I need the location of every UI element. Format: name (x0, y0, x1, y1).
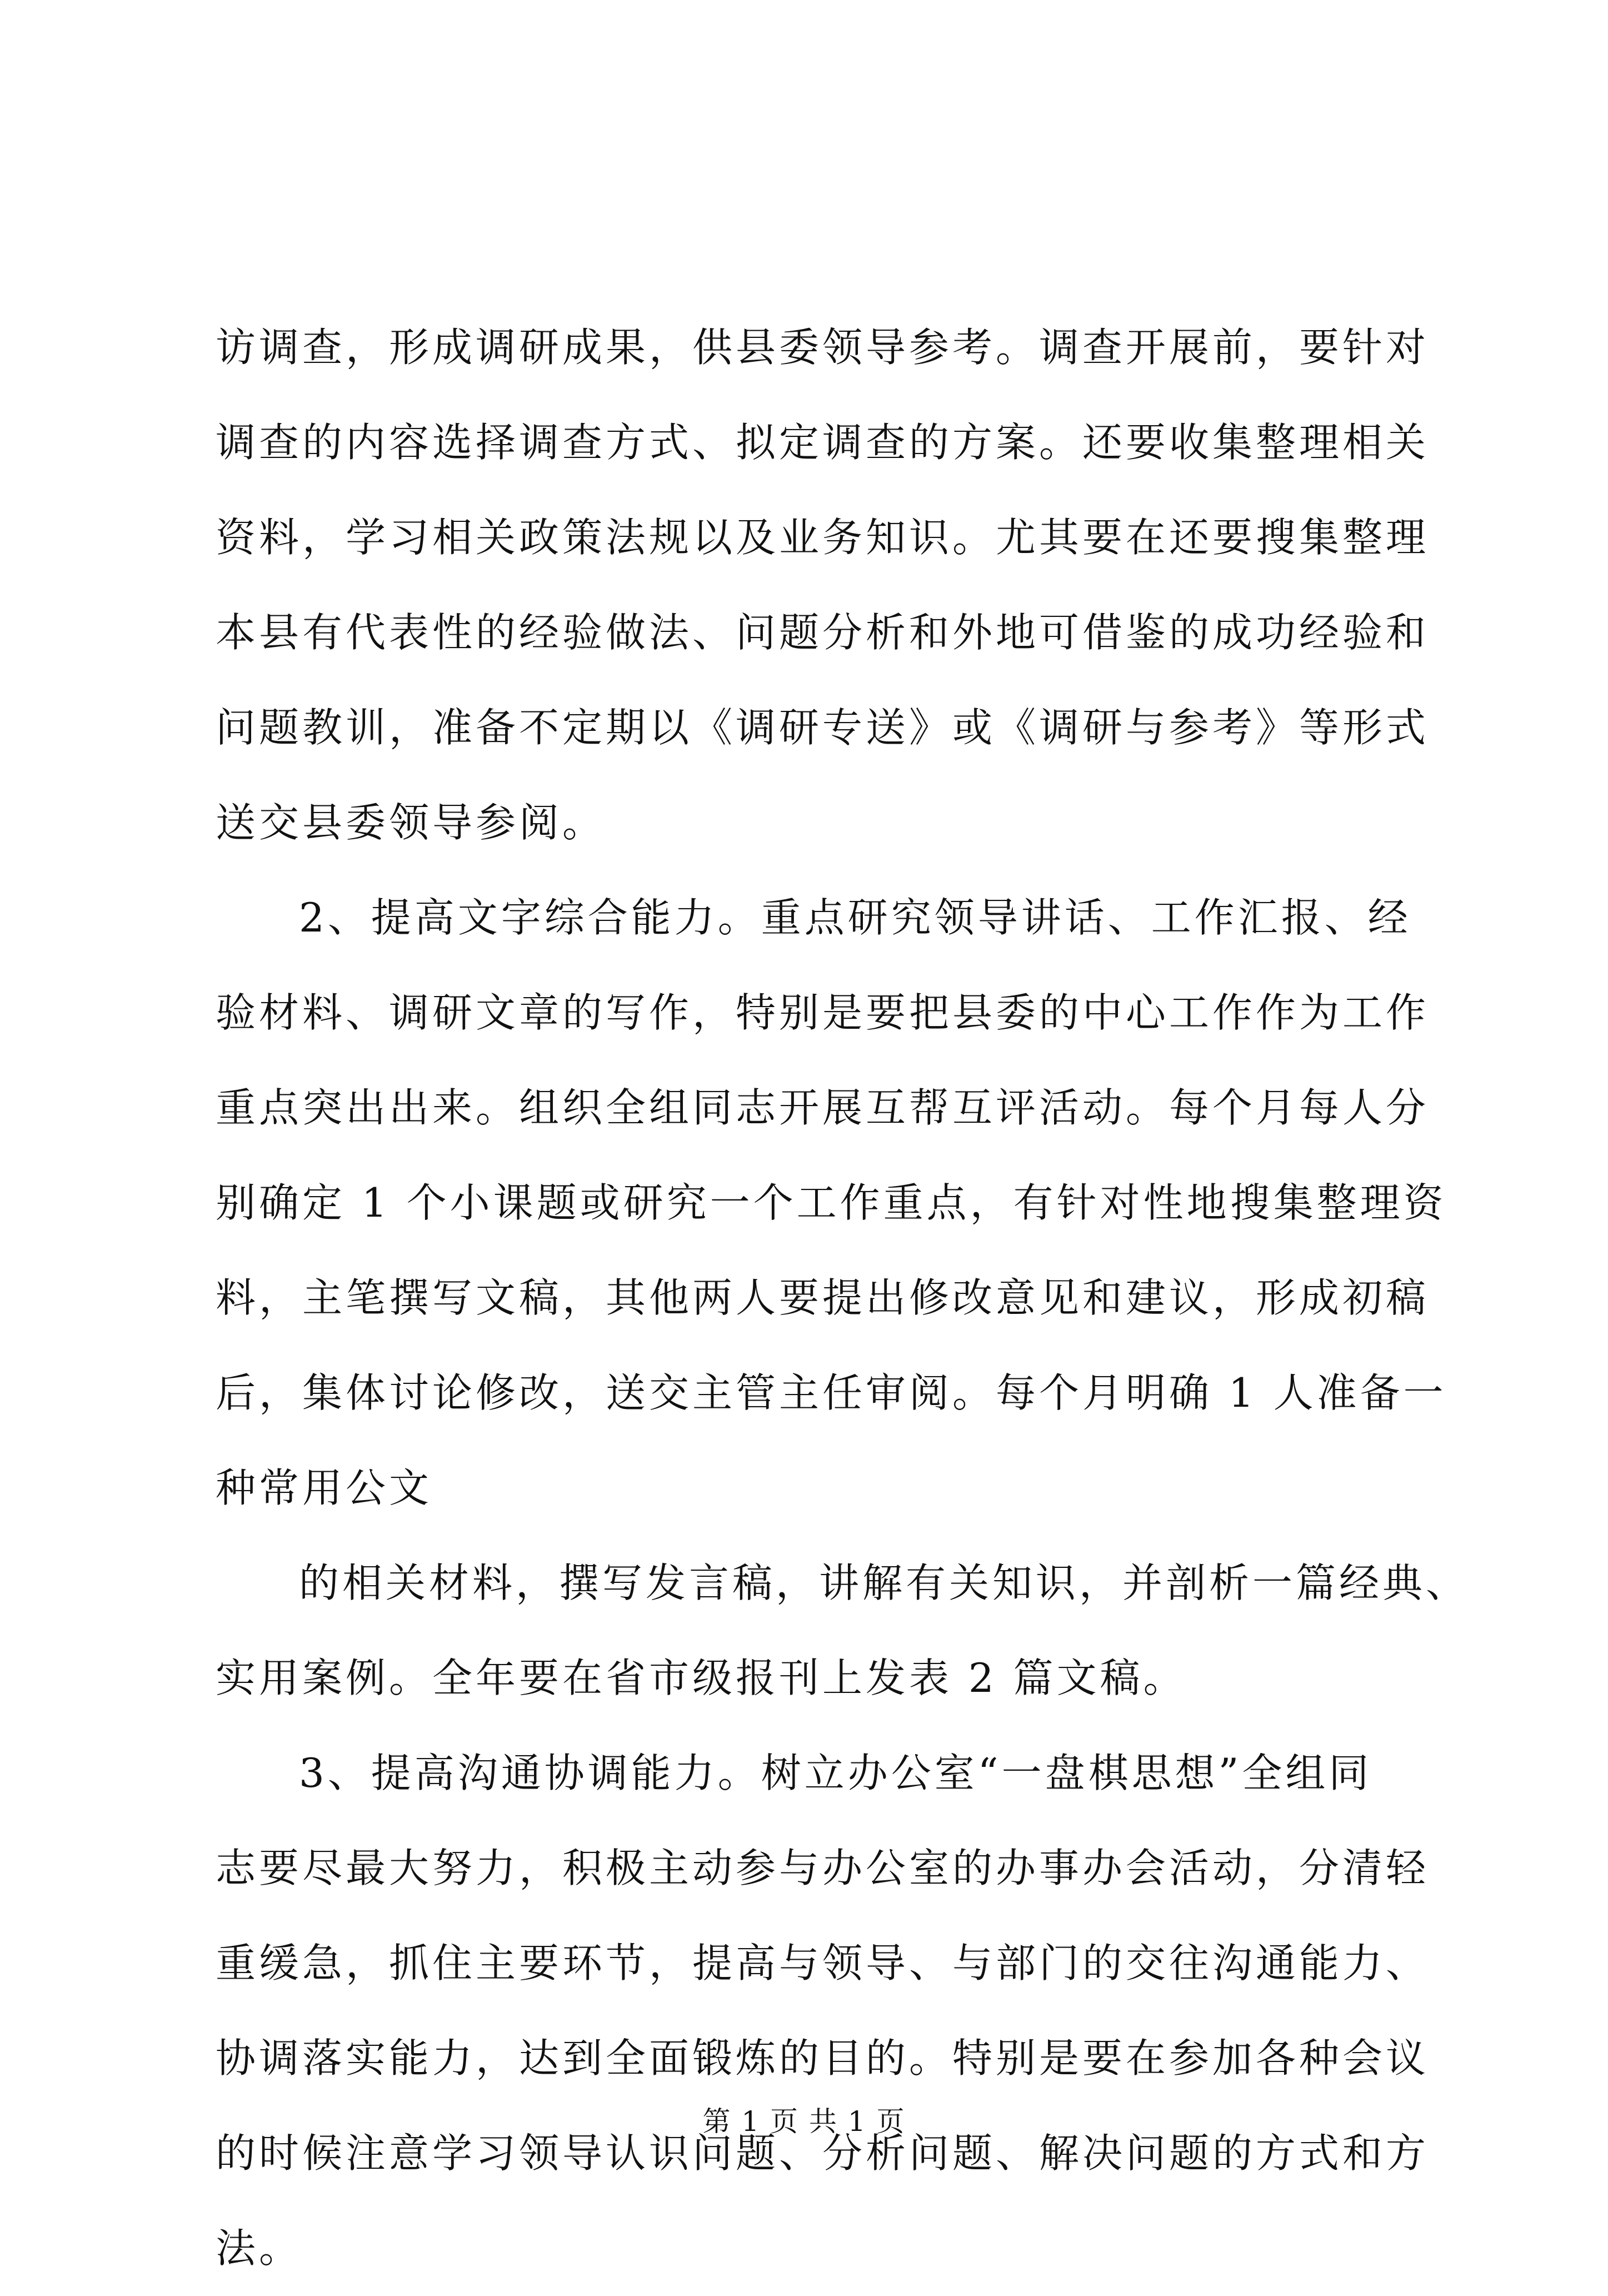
text-line: 的相关材料，撰写发言稿，讲解有关知识，并剖析一篇经典、 (299, 1560, 1470, 1606)
text-line: 后，集体讨论修改，送交主管主任审阅。每个月明确 1 人准备一 (216, 1369, 1447, 1416)
text-line: 实用案例。全年要在省市级报刊上发表 2 篇文稿。 (216, 1655, 1187, 1701)
text-line: 的时候注意学习领导认识问题、分析问题、解决问题的方式和方 (216, 2130, 1430, 2177)
page-footer: 第 1 页 共 1 页 (702, 2105, 906, 2138)
text-line: 本县有代表性的经验做法、问题分析和外地可借鉴的成功经验和 (216, 609, 1430, 656)
text-line: 调查的内容选择调查方式、拟定调查的方案。还要收集整理相关 (216, 419, 1430, 466)
text-line: 重缓急，抓住主要环节，提高与领导、与部门的交往沟通能力、 (216, 1940, 1430, 1986)
text-line: 志要尽最大努力，积极主动参与办公室的办事办会活动，分清轻 (216, 1845, 1430, 1891)
text-line: 协调落实能力，达到全面锻炼的目的。特别是要在参加各种会议 (216, 2035, 1430, 2081)
text-line: 问题教训，准备不定期以《调研专送》或《调研与参考》等形式 (216, 704, 1430, 751)
text-line: 送交县委领导参阅。 (216, 799, 606, 846)
document-body (216, 300, 1470, 2296)
text-line: 2、提高文字综合能力。重点研究领导讲话、工作汇报、经 (299, 894, 1411, 941)
text-line: 别确定 1 个小课题或研究一个工作重点，有针对性地搜集整理资 (216, 1179, 1447, 1226)
text-line: 重点突出出来。组织全组同志开展互帮互评活动。每个月每人分 (216, 1084, 1430, 1131)
text-line: 访调查，形成调研成果，供县委领导参考。调查开展前，要针对 (216, 324, 1430, 371)
text-line: 种常用公文 (216, 1465, 433, 1511)
text-line: 法。 (216, 2225, 303, 2272)
text-line: 资料，学习相关政策法规以及业务知识。尤其要在还要搜集整理 (216, 514, 1430, 561)
text-line: 验材料、调研文章的写作，特别是要把县委的中心工作作为工作 (216, 989, 1430, 1036)
text-line: 料，主笔撰写文稿，其他两人要提出修改意见和建议，形成初稿 (216, 1274, 1430, 1321)
text-line: 3、提高沟通协调能力。树立办公室“一盘棋思想”全组同 (299, 1750, 1372, 1796)
